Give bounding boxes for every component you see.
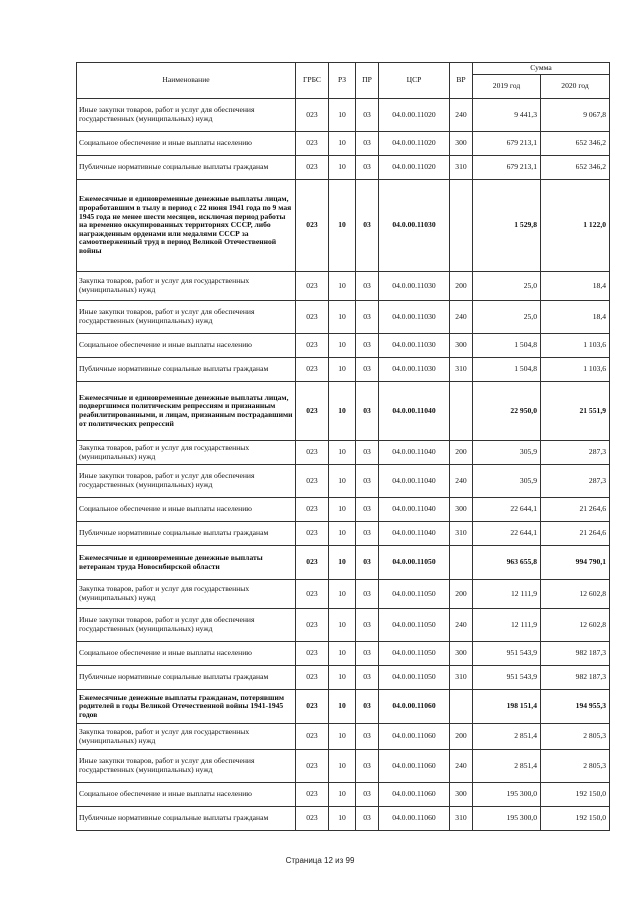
cell-csr: 04.0.00.11060 [379, 783, 450, 807]
cell-y2019: 1 529,8 [473, 180, 541, 272]
cell-y2020: 287,3 [541, 441, 610, 465]
cell-rz: 10 [329, 666, 356, 690]
cell-y2020: 2 805,3 [541, 750, 610, 783]
header-grbs: ГРБС [296, 63, 329, 99]
cell-vr: 310 [450, 156, 473, 180]
cell-y2019: 951 543,9 [473, 642, 541, 666]
header-rz: РЗ [329, 63, 356, 99]
table-row [77, 546, 610, 580]
table-row [77, 522, 610, 546]
cell-name: Ежемесячные и единовременные денежные выплаты лицам, проработавшим в тылу в период с 22 июня 1941 года по 9 мая 1945 года не менее шести месяцев, исключая период работы на временно оккупированных территориях СССР, либо награжденным орденами или медалями СССР за самоотверженный труд в период Великой Отечественной войны [77, 180, 296, 272]
cell-name: Социальное обеспечение и иные выплаты населению [77, 498, 296, 522]
cell-vr: 200 [450, 724, 473, 750]
cell-y2020: 1 122,0 [541, 180, 610, 272]
cell-name: Публичные нормативные социальные выплаты гражданам [77, 807, 296, 831]
cell-rz: 10 [329, 99, 356, 132]
cell-pr: 03 [356, 783, 379, 807]
cell-rz: 10 [329, 358, 356, 382]
cell-csr: 04.0.00.11060 [379, 750, 450, 783]
cell-vr: 310 [450, 807, 473, 831]
cell-vr: 310 [450, 522, 473, 546]
cell-name: Социальное обеспечение и иные выплаты населению [77, 783, 296, 807]
cell-name: Ежемесячные денежные выплаты гражданам, потерявшим родителей в годы Великой Отечественной войны 1941-1945 годов [77, 690, 296, 724]
cell-name: Социальное обеспечение и иные выплаты населению [77, 642, 296, 666]
cell-rz: 10 [329, 382, 356, 441]
cell-grbs: 023 [296, 546, 329, 580]
cell-rz: 10 [329, 272, 356, 301]
cell-pr: 03 [356, 546, 379, 580]
cell-name: Публичные нормативные социальные выплаты гражданам [77, 358, 296, 382]
cell-grbs: 023 [296, 99, 329, 132]
cell-vr: 240 [450, 609, 473, 642]
cell-csr: 04.0.00.11040 [379, 498, 450, 522]
cell-vr [450, 382, 473, 441]
cell-vr: 300 [450, 334, 473, 358]
cell-vr [450, 690, 473, 724]
cell-rz: 10 [329, 132, 356, 156]
cell-y2020: 192 150,0 [541, 783, 610, 807]
cell-rz: 10 [329, 580, 356, 609]
header-2019: 2019 год [473, 75, 541, 99]
cell-name: Ежемесячные и единовременные денежные выплаты ветеранам труда Новосибирской области [77, 546, 296, 580]
cell-vr: 300 [450, 132, 473, 156]
cell-grbs: 023 [296, 750, 329, 783]
cell-pr: 03 [356, 272, 379, 301]
cell-y2019: 305,9 [473, 441, 541, 465]
cell-vr: 300 [450, 498, 473, 522]
cell-grbs: 023 [296, 642, 329, 666]
cell-csr: 04.0.00.11030 [379, 358, 450, 382]
page-footer: Страница 12 из 99 [285, 856, 355, 865]
cell-rz: 10 [329, 301, 356, 334]
header-sum: Сумма [473, 63, 610, 75]
table-row [77, 99, 610, 132]
table-row [77, 441, 610, 465]
cell-y2019: 1 504,8 [473, 358, 541, 382]
cell-y2019: 1 504,8 [473, 334, 541, 358]
cell-rz: 10 [329, 441, 356, 465]
cell-vr: 310 [450, 358, 473, 382]
cell-grbs: 023 [296, 522, 329, 546]
table-row [77, 301, 610, 334]
cell-y2020: 12 602,8 [541, 609, 610, 642]
cell-rz: 10 [329, 465, 356, 498]
cell-grbs: 023 [296, 132, 329, 156]
cell-csr: 04.0.00.11040 [379, 382, 450, 441]
cell-rz: 10 [329, 156, 356, 180]
cell-csr: 04.0.00.11040 [379, 522, 450, 546]
cell-y2020: 287,3 [541, 465, 610, 498]
cell-grbs: 023 [296, 156, 329, 180]
cell-rz: 10 [329, 334, 356, 358]
cell-rz: 10 [329, 783, 356, 807]
cell-vr: 200 [450, 272, 473, 301]
cell-pr: 03 [356, 690, 379, 724]
cell-vr: 240 [450, 465, 473, 498]
cell-y2019: 22 644,1 [473, 522, 541, 546]
cell-y2020: 21 264,6 [541, 498, 610, 522]
table-row [77, 642, 610, 666]
cell-name: Иные закупки товаров, работ и услуг для обеспечения государственных (муниципальных) нужд [77, 609, 296, 642]
cell-csr: 04.0.00.11050 [379, 666, 450, 690]
cell-y2019: 305,9 [473, 465, 541, 498]
cell-pr: 03 [356, 498, 379, 522]
cell-grbs: 023 [296, 666, 329, 690]
cell-rz: 10 [329, 750, 356, 783]
cell-y2020: 21 264,6 [541, 522, 610, 546]
cell-grbs: 023 [296, 783, 329, 807]
header-csr: ЦСР [379, 63, 450, 99]
cell-y2019: 2 851,4 [473, 750, 541, 783]
cell-vr: 300 [450, 783, 473, 807]
cell-name: Иные закупки товаров, работ и услуг для обеспечения государственных (муниципальных) нужд [77, 750, 296, 783]
cell-y2020: 2 805,3 [541, 724, 610, 750]
cell-csr: 04.0.00.11050 [379, 546, 450, 580]
cell-name: Закупка товаров, работ и услуг для государственных (муниципальных) нужд [77, 441, 296, 465]
cell-name: Иные закупки товаров, работ и услуг для обеспечения государственных (муниципальных) нужд [77, 301, 296, 334]
cell-name: Публичные нормативные социальные выплаты гражданам [77, 666, 296, 690]
cell-pr: 03 [356, 156, 379, 180]
cell-pr: 03 [356, 724, 379, 750]
cell-y2020: 21 551,9 [541, 382, 610, 441]
cell-grbs: 023 [296, 441, 329, 465]
cell-y2020: 982 187,3 [541, 642, 610, 666]
cell-grbs: 023 [296, 724, 329, 750]
cell-vr: 200 [450, 441, 473, 465]
cell-y2019: 951 543,9 [473, 666, 541, 690]
table-row [77, 498, 610, 522]
header-2020: 2020 год [541, 75, 610, 99]
table-row [77, 750, 610, 783]
cell-pr: 03 [356, 666, 379, 690]
cell-grbs: 023 [296, 382, 329, 441]
cell-y2019: 2 851,4 [473, 724, 541, 750]
cell-name: Иные закупки товаров, работ и услуг для обеспечения государственных (муниципальных) нужд [77, 465, 296, 498]
table-row [77, 807, 610, 831]
cell-vr: 200 [450, 580, 473, 609]
cell-name: Закупка товаров, работ и услуг для государственных (муниципальных) нужд [77, 724, 296, 750]
cell-grbs: 023 [296, 180, 329, 272]
cell-y2019: 22 644,1 [473, 498, 541, 522]
cell-csr: 04.0.00.11040 [379, 441, 450, 465]
cell-pr: 03 [356, 301, 379, 334]
cell-grbs: 023 [296, 301, 329, 334]
cell-y2020: 192 150,0 [541, 807, 610, 831]
table-row [77, 465, 610, 498]
cell-grbs: 023 [296, 580, 329, 609]
cell-rz: 10 [329, 498, 356, 522]
cell-name: Публичные нормативные социальные выплаты гражданам [77, 522, 296, 546]
cell-rz: 10 [329, 807, 356, 831]
table-row [77, 724, 610, 750]
cell-csr: 04.0.00.11050 [379, 580, 450, 609]
cell-y2019: 195 300,0 [473, 783, 541, 807]
header-pr: ПР [356, 63, 379, 99]
cell-y2020: 994 790,1 [541, 546, 610, 580]
cell-pr: 03 [356, 382, 379, 441]
cell-vr: 240 [450, 99, 473, 132]
cell-grbs: 023 [296, 334, 329, 358]
cell-pr: 03 [356, 358, 379, 382]
cell-rz: 10 [329, 180, 356, 272]
cell-y2019: 198 151,4 [473, 690, 541, 724]
cell-pr: 03 [356, 180, 379, 272]
cell-csr: 04.0.00.11060 [379, 724, 450, 750]
cell-vr: 240 [450, 750, 473, 783]
cell-name: Закупка товаров, работ и услуг для государственных (муниципальных) нужд [77, 272, 296, 301]
table-row [77, 132, 610, 156]
cell-csr: 04.0.00.11030 [379, 272, 450, 301]
cell-grbs: 023 [296, 807, 329, 831]
table-row [77, 180, 610, 272]
cell-vr [450, 180, 473, 272]
cell-y2020: 18,4 [541, 272, 610, 301]
cell-grbs: 023 [296, 465, 329, 498]
cell-y2020: 9 067,8 [541, 99, 610, 132]
cell-vr: 300 [450, 642, 473, 666]
cell-csr: 04.0.00.11030 [379, 180, 450, 272]
cell-csr: 04.0.00.11060 [379, 690, 450, 724]
cell-grbs: 023 [296, 358, 329, 382]
cell-csr: 04.0.00.11040 [379, 465, 450, 498]
cell-y2020: 982 187,3 [541, 666, 610, 690]
cell-y2020: 12 602,8 [541, 580, 610, 609]
cell-name: Социальное обеспечение и иные выплаты населению [77, 132, 296, 156]
cell-pr: 03 [356, 99, 379, 132]
cell-y2019: 12 111,9 [473, 609, 541, 642]
cell-vr: 240 [450, 301, 473, 334]
cell-rz: 10 [329, 642, 356, 666]
cell-rz: 10 [329, 522, 356, 546]
table-row [77, 272, 610, 301]
cell-y2019: 679 213,1 [473, 156, 541, 180]
cell-grbs: 023 [296, 609, 329, 642]
cell-name: Закупка товаров, работ и услуг для государственных (муниципальных) нужд [77, 580, 296, 609]
cell-pr: 03 [356, 465, 379, 498]
table-row [77, 666, 610, 690]
cell-grbs: 023 [296, 272, 329, 301]
cell-pr: 03 [356, 807, 379, 831]
cell-y2019: 12 111,9 [473, 580, 541, 609]
cell-name: Иные закупки товаров, работ и услуг для обеспечения государственных (муниципальных) нужд [77, 99, 296, 132]
cell-vr [450, 546, 473, 580]
cell-y2019: 195 300,0 [473, 807, 541, 831]
cell-csr: 04.0.00.11020 [379, 99, 450, 132]
cell-y2019: 963 655,8 [473, 546, 541, 580]
cell-y2019: 679 213,1 [473, 132, 541, 156]
cell-y2019: 25,0 [473, 272, 541, 301]
cell-y2020: 18,4 [541, 301, 610, 334]
cell-csr: 04.0.00.11020 [379, 156, 450, 180]
cell-y2020: 1 103,6 [541, 334, 610, 358]
cell-y2019: 9 441,3 [473, 99, 541, 132]
cell-y2019: 22 950,0 [473, 382, 541, 441]
cell-csr: 04.0.00.11060 [379, 807, 450, 831]
cell-name: Социальное обеспечение и иные выплаты населению [77, 334, 296, 358]
table-row [77, 358, 610, 382]
cell-y2020: 652 346,2 [541, 156, 610, 180]
cell-y2019: 25,0 [473, 301, 541, 334]
cell-pr: 03 [356, 609, 379, 642]
cell-csr: 04.0.00.11050 [379, 609, 450, 642]
cell-vr: 310 [450, 666, 473, 690]
cell-y2020: 1 103,6 [541, 358, 610, 382]
cell-csr: 04.0.00.11020 [379, 132, 450, 156]
table-row [77, 783, 610, 807]
cell-rz: 10 [329, 609, 356, 642]
cell-y2020: 194 955,3 [541, 690, 610, 724]
cell-name: Ежемесячные и единовременные денежные выплаты лицам, подвергшимся политическим репрессиям и признанным реабилитированными, и лицам, признанным пострадавшими от политических репрессий [77, 382, 296, 441]
table-row [77, 609, 610, 642]
cell-pr: 03 [356, 580, 379, 609]
cell-grbs: 023 [296, 498, 329, 522]
header-name: Наименование [77, 63, 296, 99]
budget-table [76, 62, 610, 831]
cell-pr: 03 [356, 642, 379, 666]
cell-csr: 04.0.00.11050 [379, 642, 450, 666]
cell-pr: 03 [356, 750, 379, 783]
cell-rz: 10 [329, 724, 356, 750]
cell-rz: 10 [329, 546, 356, 580]
table-row [77, 690, 610, 724]
cell-pr: 03 [356, 522, 379, 546]
header-vr: ВР [450, 63, 473, 99]
cell-pr: 03 [356, 132, 379, 156]
table-row [77, 334, 610, 358]
cell-rz: 10 [329, 690, 356, 724]
table-row [77, 156, 610, 180]
table-row [77, 580, 610, 609]
cell-y2020: 652 346,2 [541, 132, 610, 156]
cell-csr: 04.0.00.11030 [379, 301, 450, 334]
cell-name: Публичные нормативные социальные выплаты гражданам [77, 156, 296, 180]
cell-csr: 04.0.00.11030 [379, 334, 450, 358]
cell-grbs: 023 [296, 690, 329, 724]
cell-pr: 03 [356, 334, 379, 358]
cell-pr: 03 [356, 441, 379, 465]
table-row [77, 382, 610, 441]
